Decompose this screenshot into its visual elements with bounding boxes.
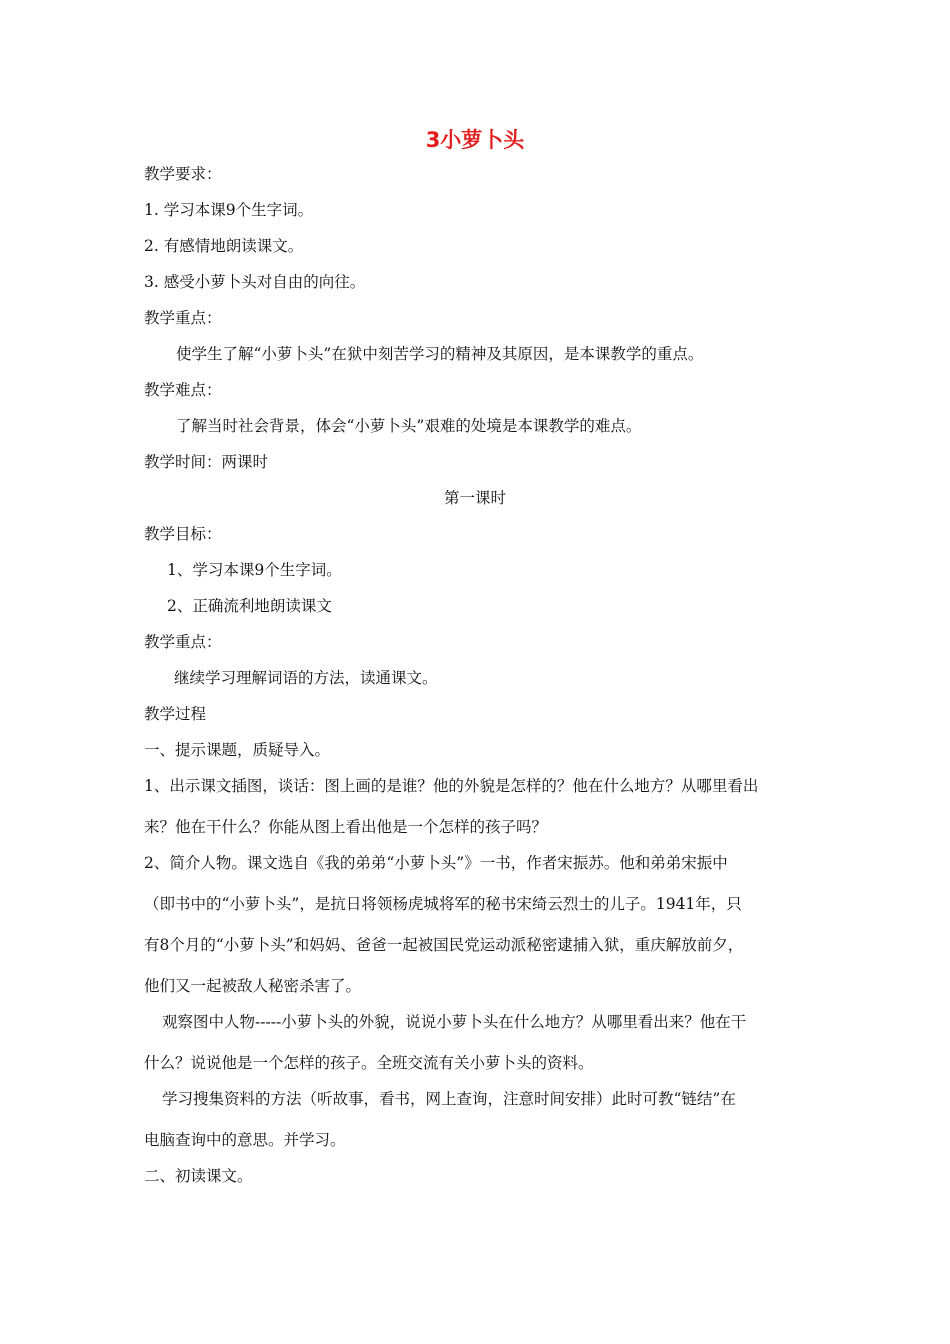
paragraph: 学习搜集资料的方法（听故事，看书，网上查询，注意时间安排）此时可教“链结”在 [162,1090,736,1108]
heading-key-points: 教学重点： [144,633,222,651]
paragraph: 1、出示课文插图，谈话：图上画的是谁？他的外貌是怎样的？他在什么地方？从哪里看出 [144,777,759,795]
paragraph: 继续学习理解词语的方法，读通课文。 [174,669,438,687]
paragraph: 有8个月的“小萝卜头”和妈妈、爸爸一起被国民党运动派秘密逮捕入狱，重庆解放前夕， [144,936,744,954]
paragraph: 他们又一起被敌人秘密杀害了。 [144,977,362,995]
paragraph: 观察图中人物-----小萝卜头的外貌，说说小萝卜头在什么地方？从哪里看出来？他在干 [162,1013,747,1031]
list-item: 1、学习本课9个生字词。 [167,561,342,579]
paragraph: 电脑查询中的意思。并学习。 [144,1131,346,1149]
heading-requirements: 教学要求： [144,165,222,183]
paragraph: 来？他在干什么？你能从图上看出他是一个怎样的孩子吗？ [144,818,548,836]
paragraph: 使学生了解“小萝卜头”在狱中刻苦学习的精神及其原因，是本课教学的重点。 [176,345,704,363]
step-heading: 二、初读课文。 [144,1167,253,1185]
step-heading: 一、提示课题，质疑导入。 [144,741,331,759]
paragraph: 2、简介人物。课文选自《我的弟弟“小萝卜头”》一书，作者宋振苏。他和弟弟宋振中 [144,854,728,872]
section-heading: 第一课时 [443,489,506,507]
document-title: 3小萝卜头 [425,128,525,152]
heading-objectives: 教学目标： [144,525,222,543]
paragraph: 了解当时社会背景，体会“小萝卜头”艰难的处境是本课教学的难点。 [176,417,642,435]
paragraph: 什么？说说他是一个怎样的孩子。全班交流有关小萝卜头的资料。 [144,1054,594,1072]
list-item: 1. 学习本课9个生字词。 [144,201,314,219]
paragraph: （即书中的“小萝卜头”，是抗日将领杨虎城将军的秘书宋绮云烈士的儿子。1941年，只 [144,895,742,913]
heading-difficulties: 教学难点： [144,381,222,399]
heading-key-points: 教学重点： [144,309,222,327]
list-item: 2. 有感情地朗读课文。 [144,237,304,255]
heading-process: 教学过程 [144,705,207,723]
list-item: 3. 感受小萝卜头对自由的向往。 [144,273,366,291]
teaching-time: 教学时间：两课时 [144,453,269,471]
list-item: 2、正确流利地朗读课文 [167,597,332,615]
